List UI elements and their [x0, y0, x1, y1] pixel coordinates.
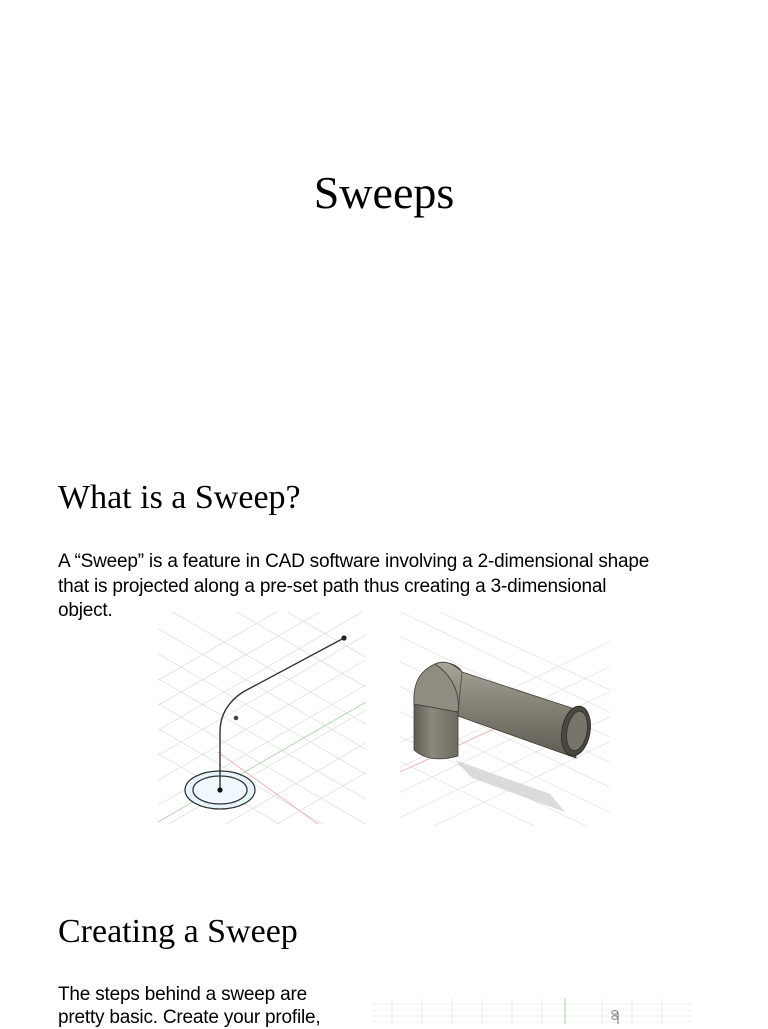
paragraph-line: that is projected along a pre-set path thus creating a 3-dimensional: [58, 575, 607, 597]
sweep-result-figure: [400, 612, 610, 826]
pipe-vertical: [414, 704, 458, 759]
paragraph-line: The steps behind a sweep are: [58, 984, 307, 1005]
creating-sweep-figure: [372, 998, 692, 1024]
document-title: Sweeps: [313, 167, 455, 218]
paragraph-line: pretty basic. Create your profile,: [58, 1007, 321, 1028]
section-paragraph-creating-sweep: [58, 983, 348, 1029]
corner-label: 00: [610, 1009, 620, 1020]
sweep-path-figure: [158, 612, 366, 824]
profile-center-point: [217, 787, 222, 792]
path-endpoint: [341, 635, 346, 640]
paragraph-line: A “Sweep” is a feature in CAD software involving a 2-dimensional shape: [58, 551, 650, 572]
pipe-shadow: [455, 760, 565, 812]
section-heading-creating-sweep: Creating a Sweep: [58, 913, 298, 950]
grid-lines: [372, 998, 692, 1024]
paragraph-line: object.: [58, 600, 113, 621]
path-point: [234, 716, 239, 721]
section-heading-what-is-sweep: What is a Sweep?: [58, 479, 301, 516]
